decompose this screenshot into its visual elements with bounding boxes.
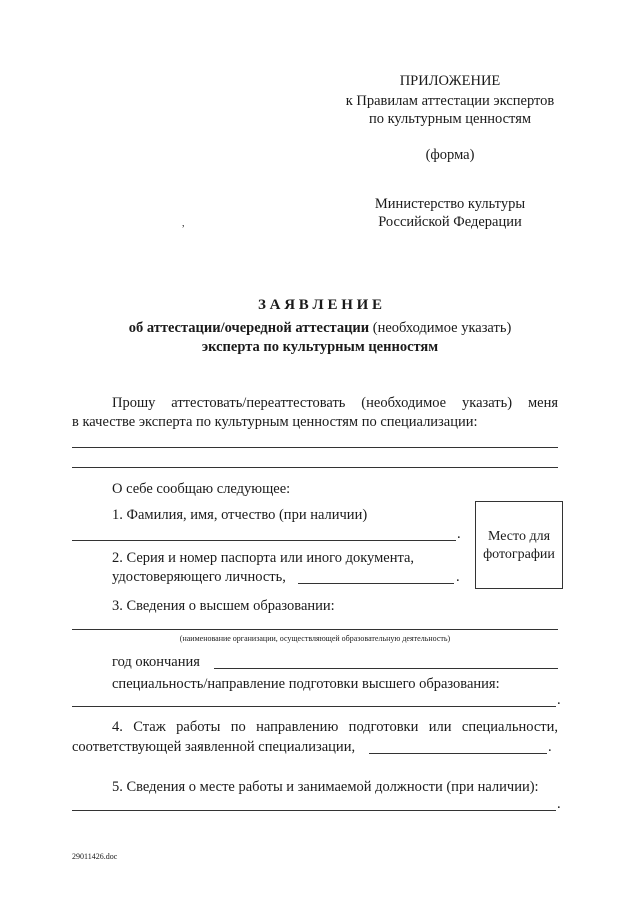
item2-label-line2: удостоверяющего личность, [112,569,286,585]
request-line2: в качестве эксперта по культурным ценностям по специализации: [72,414,478,430]
item2-label-line1: 2. Серия и номер паспорта или иного документа, [112,550,415,566]
specialization-blank-1[interactable] [72,447,558,448]
item5-label: 5. Сведения о месте работы и занимаемой должности (при наличии): [112,779,539,795]
full-name-blank[interactable] [72,540,456,541]
file-name-footer: 29011426.doc [72,852,118,861]
title-subline2: эксперта по культурным ценностям [201,339,439,355]
ministry-line2: Российской Федерации [378,214,522,230]
title-subline1 [0,319,640,337]
item3-label: 3. Сведения о высшем образовании: [112,598,335,614]
specialization-blank-2[interactable] [72,467,558,468]
education-org-caption: (наименование организации, осуществляющей образовательную деятельность) [179,634,451,643]
title-subline1-bold: об аттестации/очередной аттестации [128,320,370,336]
appendix-heading: ПРИЛОЖЕНИЕ [399,73,501,89]
experience-blank[interactable] [369,753,547,754]
rules-reference-line1: к Правилам аттестации экспертов [345,93,555,109]
specialty-period: . [557,692,561,708]
item4-label-line1: 4. Стаж работы по направлению подготовки или специальности, [112,719,558,735]
item5-period: . [557,796,561,812]
specialty-blank[interactable] [72,706,556,707]
education-org-blank[interactable] [72,629,558,630]
item1-label: 1. Фамилия, имя, отчество (при наличии) [112,507,368,523]
form-label: (форма) [425,147,475,163]
title-subline1-note: (необходимое указать) [369,320,512,336]
about-heading: О себе сообщаю следующее: [112,481,291,497]
ministry-line1: Министерство культуры [374,196,526,212]
photo-placeholder-box [475,501,563,589]
passport-blank[interactable] [298,583,454,584]
graduation-year-blank[interactable] [214,668,558,669]
specialty-label: специальность/направление подготовки высшего образования: [112,676,500,692]
rules-reference-line2: по культурным ценностям [368,111,532,127]
item2-period: . [456,569,460,585]
item4-label-line2: соответствующей заявленной специализации, [72,739,356,755]
item4-period: . [548,739,552,755]
document-title: З А Я В Л Е Н И Е [257,297,383,313]
graduation-year-label: год окончания [112,654,200,670]
stray-mark: , [182,218,185,229]
item1-period: . [457,526,461,542]
photo-label-line1: Место для [487,529,551,544]
request-line1: Прошу аттестовать/переаттестовать (необходимое указать) меня [112,395,558,411]
workplace-blank[interactable] [72,810,556,811]
photo-label-line2: фотографии [483,547,555,562]
